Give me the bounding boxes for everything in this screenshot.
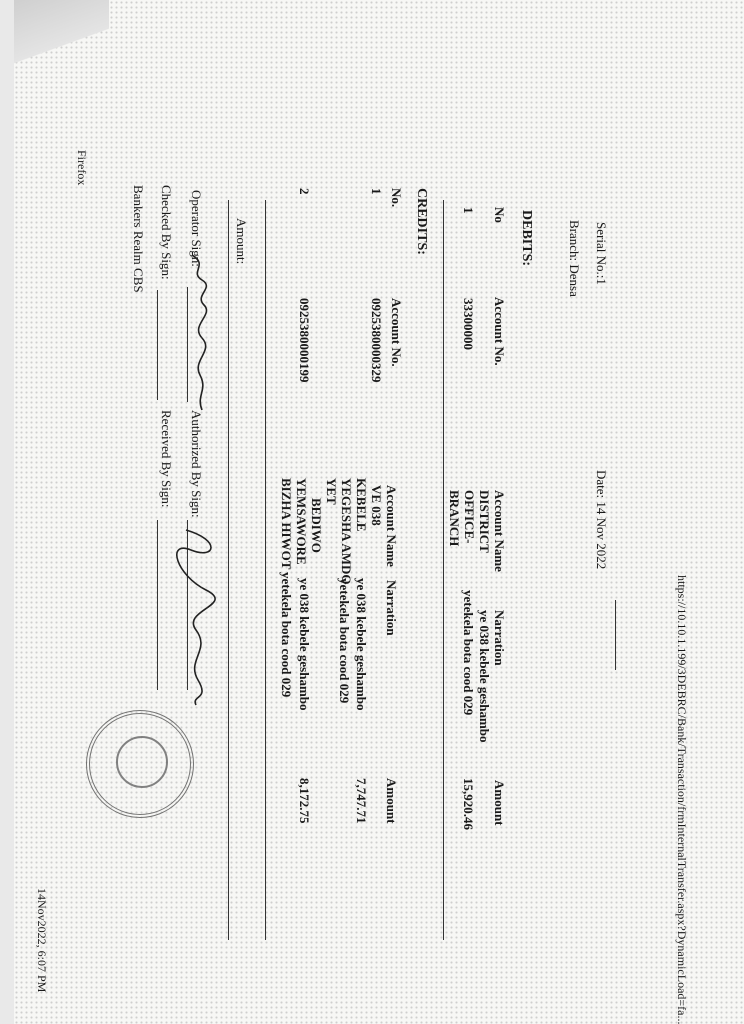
branch-name: Branch: Densa <box>567 220 582 297</box>
credits-col-account-name: Account Name <box>384 485 399 567</box>
checked-sign-line <box>157 290 158 400</box>
credit-row-narration-line: yetekela bota cood 029 <box>279 572 294 698</box>
debits-divider <box>443 200 444 940</box>
system-name: Bankers Realm CBS <box>131 185 146 293</box>
credit-row-narration-line: yetekela bota cood 029 <box>337 578 352 704</box>
amount-label: Amount: <box>234 218 249 265</box>
debit-row-account-name-line: OFFICE- <box>462 490 477 544</box>
credits-col-amount: Amount <box>384 778 399 824</box>
credit-row-amount: 8,172.75 <box>297 778 312 824</box>
checked-by-label: Checked By Sign: <box>159 185 174 280</box>
credit-row-narration-line: ye 038 kebele geshambo <box>297 578 312 711</box>
received-sign-line <box>157 520 158 690</box>
credits-divider <box>265 200 266 940</box>
authorized-by-label: Authorized By Sign: <box>189 410 204 518</box>
credit-row-account-no: 0925380000329 <box>369 298 384 383</box>
browser-name: Firefox <box>75 150 89 186</box>
bank-stamp-icon <box>86 710 194 818</box>
credit-row-account-name-line: YET <box>324 478 339 505</box>
credit-row-no: 2 <box>297 188 312 195</box>
stamp-center <box>116 736 168 788</box>
date-underline <box>615 600 616 670</box>
debits-col-account-name: Account Name <box>492 490 507 572</box>
debit-row-account-name-line: DISTRICT <box>477 490 492 553</box>
debit-row-narration-line: yetekela bota cood 029 <box>461 590 476 716</box>
debits-col-amount: Amount <box>492 780 507 826</box>
debits-col-account-no: Account No. <box>492 297 507 366</box>
credit-row-no: 1 <box>369 188 384 195</box>
credits-col-no: No. <box>389 188 404 208</box>
debit-row-account-name-line: BRANCH <box>447 490 462 547</box>
credit-row-account-name-line: KEBELE <box>354 478 369 532</box>
debits-col-no: No <box>492 207 507 223</box>
amount-divider <box>228 200 229 940</box>
debit-row-no: 1 <box>461 207 476 214</box>
serial-number: Serial No.:1 <box>594 222 609 285</box>
credits-col-narration: Narration <box>384 580 399 636</box>
credit-row-account-name-line: YEGESHA AMDO <box>339 478 354 585</box>
authorized-signature <box>171 520 226 710</box>
credit-row-narration-line: ye 038 kebele geshambo <box>354 578 369 711</box>
voucher-date: Date: 14 Nov 2022 <box>594 470 609 570</box>
debit-row-narration-line: ye 038 kebele geshambo <box>477 610 492 743</box>
operator-signature <box>184 250 214 415</box>
operator-sign-label: Operator Sign: <box>189 190 204 267</box>
debits-col-narration: Narration <box>492 610 507 666</box>
print-timestamp: 14Nov2022, 6:07 PM <box>35 888 49 993</box>
credit-row-account-name-line: BIZHA HIWOT <box>279 478 294 570</box>
page-url: https://10.10.1.199/3DEBRC/Bank/Transaction/frmInternalTransfer.aspx?DynamicLoad=fa... <box>675 575 689 1024</box>
credit-row-account-no: 0925380000199 <box>297 298 312 383</box>
credit-row-account-name-line: VE 038 <box>369 485 384 526</box>
debits-title: DEBITS: <box>519 210 534 267</box>
credit-row-amount: 7,747.71 <box>354 778 369 824</box>
received-by-label: Received By Sign: <box>159 410 174 508</box>
credits-title: CREDITS: <box>414 188 429 255</box>
debit-row-account-no: 33300000 <box>461 298 476 350</box>
credit-row-account-name-line: BEDIWO <box>309 498 324 553</box>
debit-row-amount: 15,920.46 <box>461 778 476 830</box>
credits-col-account-no: Account No. <box>389 298 404 367</box>
credit-row-account-name-line: YEMSAWORE <box>294 478 309 565</box>
